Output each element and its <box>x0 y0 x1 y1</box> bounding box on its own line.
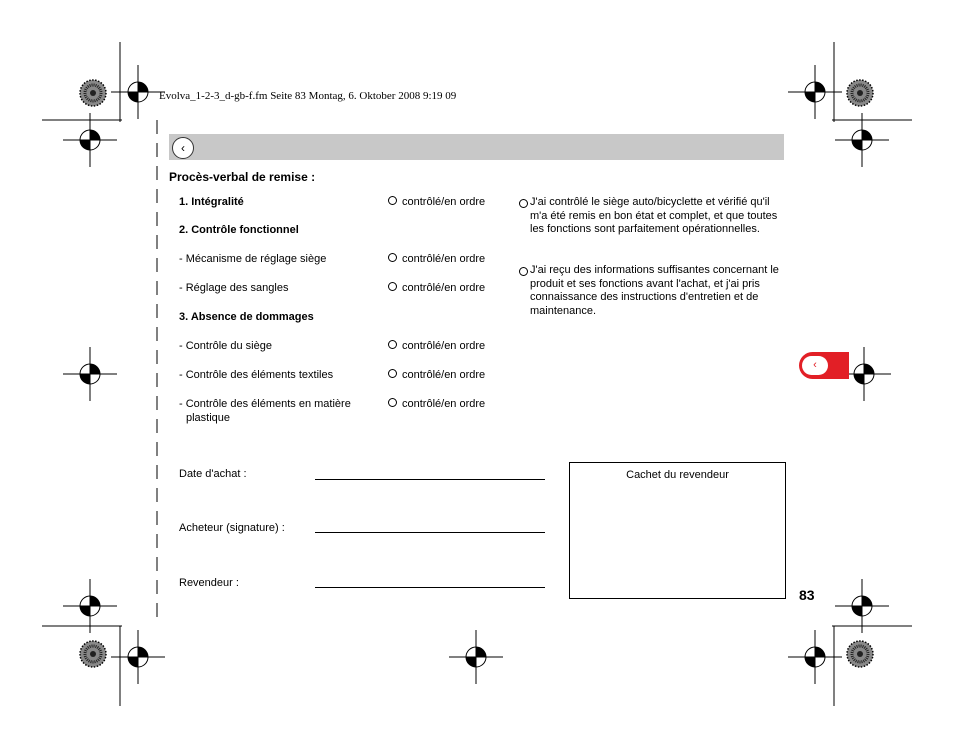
checkbox-circle-icon <box>388 398 397 407</box>
item-textile-control: - Contrôle des éléments textiles <box>179 369 334 381</box>
item-seat-adjustment: - Mécanisme de réglage siège <box>179 253 327 265</box>
checkbox-circle-icon <box>388 253 397 262</box>
check-strap-adjustment[interactable]: contrôlé/en ordre <box>388 282 485 296</box>
page-number: 83 <box>799 587 815 603</box>
statement-1[interactable]: J'ai contrôlé le siège auto/bicyclette et vérifié qu'il m'a été remis en bon état et complet, et que toutes les fonctions sont parfaitement opérationnelles. <box>519 196 785 237</box>
statement-2[interactable]: J'ai reçu des informations suffisantes concernant le produit et ses fonctions avant l'achat, et j'ai pris connaissance des instructions d'entretien et de maintenance. <box>519 264 785 318</box>
check-integrality[interactable]: contrôlé/en ordre <box>388 196 485 210</box>
checkbox-circle-icon <box>519 199 528 208</box>
dealer-field[interactable] <box>315 587 545 588</box>
dealer-stamp-box[interactable] <box>569 462 786 599</box>
purchase-date-label: Date d'achat : <box>179 468 247 480</box>
checkbox-circle-icon <box>388 196 397 205</box>
purchase-date-field[interactable] <box>315 479 545 480</box>
check-plastic-control[interactable]: contrôlé/en ordre <box>388 398 485 412</box>
check-seat-adjustment[interactable]: contrôlé/en ordre <box>388 253 485 267</box>
check-seat-control[interactable]: contrôlé/en ordre <box>388 340 485 354</box>
item-strap-adjustment: - Réglage des sangles <box>179 282 289 294</box>
checkbox-circle-icon <box>388 282 397 291</box>
checkbox-circle-icon <box>388 369 397 378</box>
stamp-label: Cachet du revendeur <box>626 469 729 481</box>
check-textile-control[interactable]: contrôlé/en ordre <box>388 369 485 383</box>
language-tab-flag-icon: ‹ <box>802 356 828 375</box>
item-integrality: 1. Intégralité <box>179 196 244 208</box>
buyer-signature-field[interactable] <box>315 532 545 533</box>
item-plastic-control: - Contrôle des éléments en matière plastique <box>179 398 351 424</box>
page-title: Procès-verbal de remise : <box>169 170 316 184</box>
checkbox-circle-icon <box>388 340 397 349</box>
file-header: Evolva_1-2-3_d-gb-f.fm Seite 83 Montag, 6. Oktober 2008 9:19 09 <box>159 90 457 102</box>
dealer-label: Revendeur : <box>179 577 239 589</box>
section-bar <box>169 134 784 160</box>
item-seat-control: - Contrôle du siège <box>179 340 272 352</box>
item-functional-control: 2. Contrôle fonctionnel <box>179 224 299 236</box>
buyer-signature-label: Acheteur (signature) : <box>179 522 285 534</box>
checkbox-circle-icon <box>519 267 528 276</box>
language-flag-icon: ‹ <box>172 137 194 159</box>
item-no-damage: 3. Absence de dommages <box>179 311 314 323</box>
